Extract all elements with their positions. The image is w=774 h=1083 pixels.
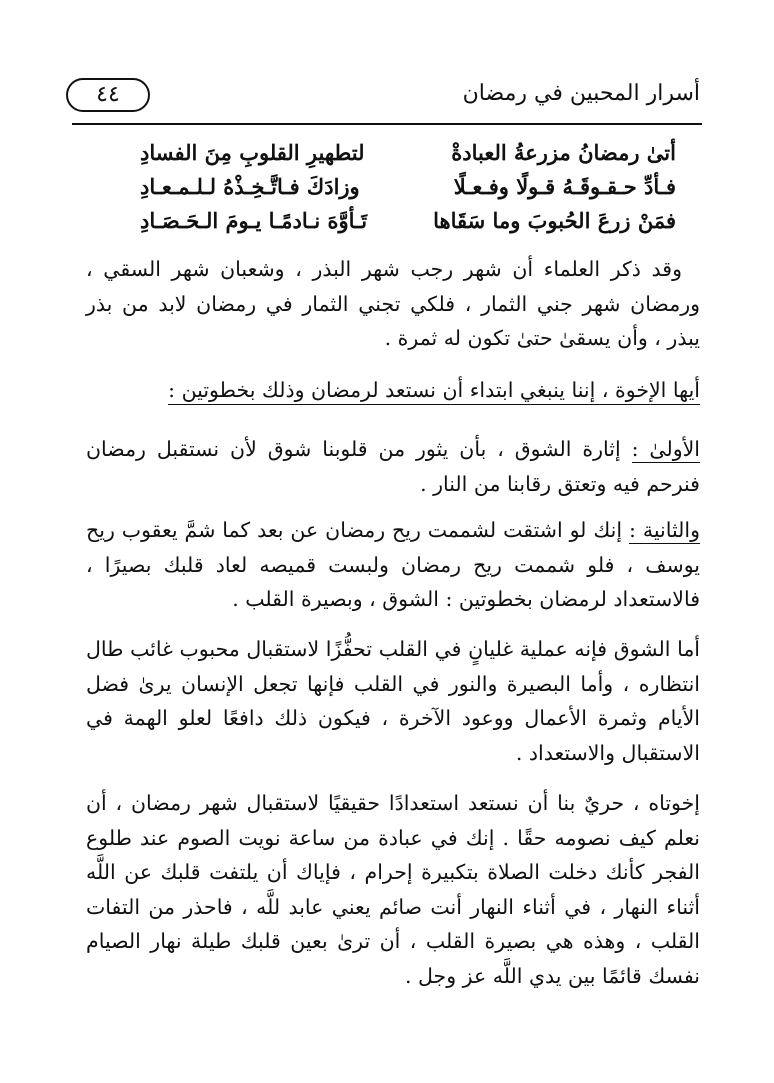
- poem-hemistich-first: فمَنْ زرعَ الحُبوبَ وما سَقَاها: [433, 208, 676, 233]
- second-step-label: والثانية :: [628, 518, 700, 542]
- first-step-label: الأولىٰ :: [631, 437, 700, 461]
- first-step-text: إثارة الشوق ، بأن يثور من قلوبنا شوق لأن نستقبل رمضان فنرحم فيه وتعتق رقابنا من النار .: [86, 437, 700, 496]
- page-header: [72, 76, 700, 116]
- section-heading-text: أيها الإخوة ، إننا ينبغي ابتداء أن نستعد لرمضان وذلك بخطوتين :: [168, 378, 700, 405]
- header-rule: [72, 123, 702, 125]
- running-title: أسرار المحبين في رمضان: [462, 81, 700, 106]
- paragraph-seasons: وقد ذكر العلماء أن شهر رجب شهر البذر ، وشعبان شهر السقي ، ورمضان شهر جني الثمار ، فلكي تجني الثمار في رمضان لابد من بذر يبذر ، وأن يسقىٰ حتىٰ تكون له ثمرة .: [86, 257, 700, 350]
- paragraph-second-step: [86, 513, 700, 617]
- page-number: ٤٤: [66, 78, 150, 112]
- paragraph-first-step: [86, 432, 700, 501]
- poem-hemistich-first: فـأدِّ حـقـوقَـهُ قـولًا وفـعـلًا: [453, 174, 676, 199]
- section-heading: [160, 373, 700, 407]
- paragraph-longing: أما الشوق فإنه عملية غليانٍ في القلب تحفُّزًا لاستقبال محبوب غائب طال انتظاره ، وأما البصيرة والنور في القلب فإنها تجعل الإنسان يرىٰ فضل الأيام وثمرة الأعمال ووعود الآخرة ، فيكون ذلك دافعًا لعلو الهمة في الاستقبال والاستعداد .: [86, 637, 700, 765]
- poem-verse: [140, 136, 676, 170]
- poem: [140, 136, 676, 238]
- poem-verse: [140, 170, 676, 204]
- poem-hemistich-second: وزادَكَ فـاتَّـخِـذْهُ لـلـمـعـادِ: [140, 174, 360, 199]
- second-step-text: إنك لو اشتقت لشممت ريح رمضان عن بعد كما شمَّ يعقوب ريح يوسف ، فلو شممت ريح رمضان ولبست قميصه لعاد قلبك بصيرًا ، فالاستعداد لرمضان بخطوتين : الشوق ، وبصيرة القلب .: [86, 518, 700, 611]
- paragraph-brothers: إخوتاه ، حريٌ بنا أن نستعد استعدادًا حقيقيًا لاستقبال شهر رمضان ، أن نعلم كيف نصومه حقًا . إنك في عبادة من ساعة نويت الصوم عند طلوع الفجر كأنك دخلت الصلاة بتكبيرة إحرام ، فإياك أن يلتفت قلبك عن اللَّه أثناء النهار ، في أثناء النهار أنت صائم يعني عابد للَّه ، فاحذر من التفات القلب ، وهذه هي بصيرة القلب ، أن ترىٰ بعين قلبك طيلة نهار الصيام نفسك قائمًا بين يدي اللَّه عز وجل .: [86, 791, 700, 988]
- poem-hemistich-second: لتطهيرِ القلوبِ مِنَ الفسادِ: [140, 140, 365, 165]
- poem-hemistich-second: تَـأوَّهَ نـادمًـا يـومَ الـحَـصَـادِ: [140, 208, 368, 233]
- poem-verse: [140, 204, 676, 238]
- poem-hemistich-first: أتىٰ رمضانُ مزرعةُ العبادةْ: [451, 140, 676, 165]
